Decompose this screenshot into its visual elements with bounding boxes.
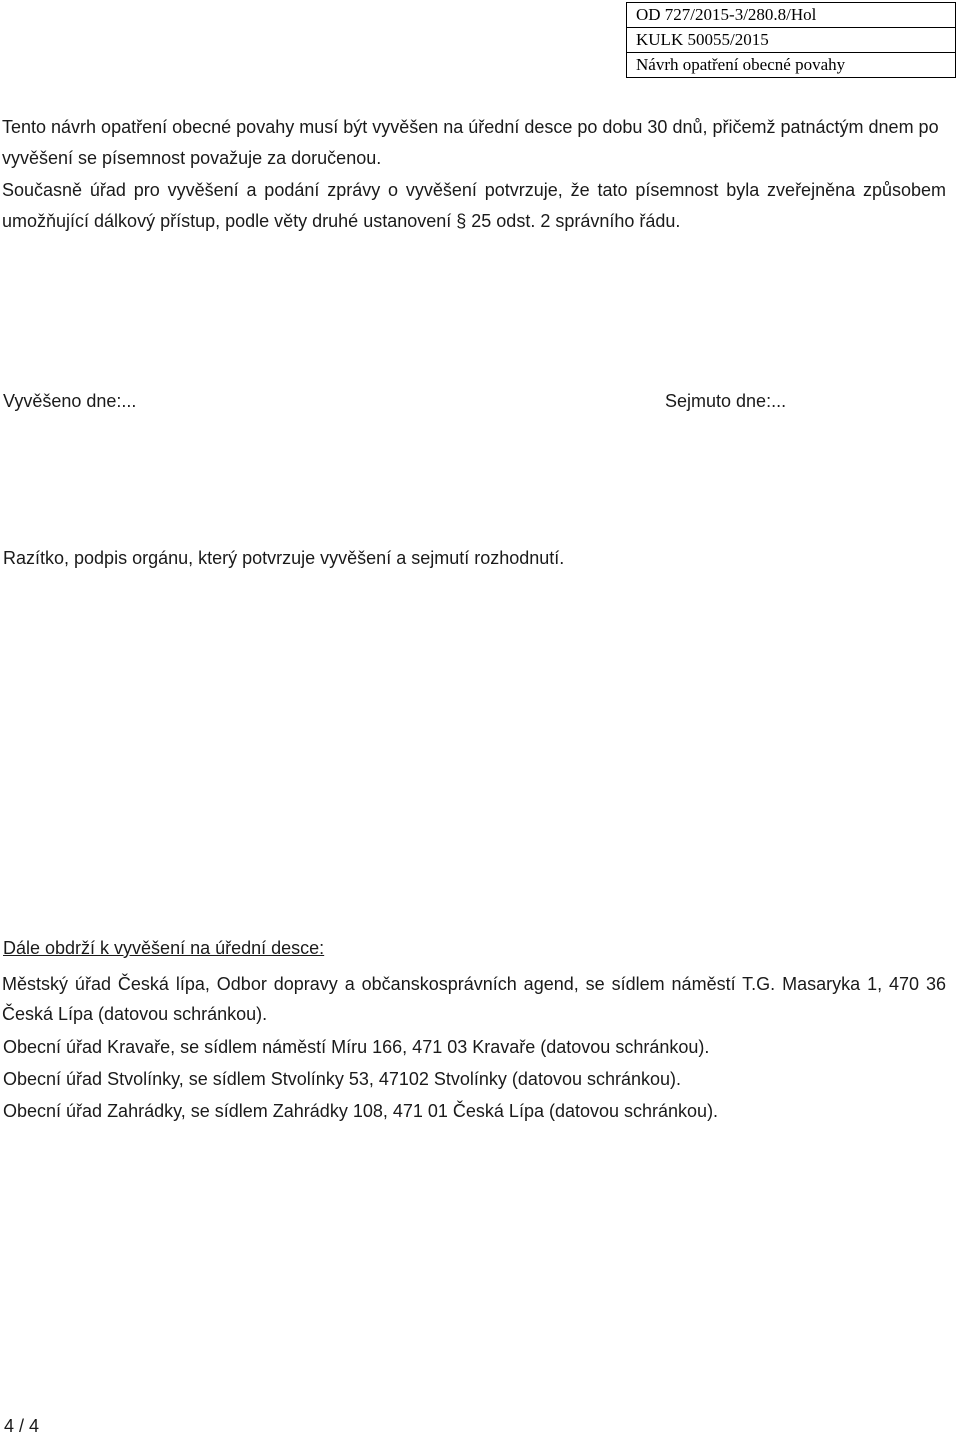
file-number: KULK 50055/2015 [627, 27, 955, 52]
document-type: Návrh opatření obecné povahy [627, 52, 955, 77]
recipient-item: Obecní úřad Stvolínky, se sídlem Stvolínky 53, 47102 Stvolínky (datovou schránkou). [3, 1069, 682, 1089]
removed-date-label: Sejmuto dne:... [665, 391, 787, 411]
posting-notice: Tento návrh opatření obecné povahy musí být vyvěšen na úřední desce po dobu 30 dnů, přičemž patnáctým dnem po vyvěšení se písemnost považuje za doručenou. [2, 117, 939, 168]
posted-date-label: Vyvěšeno dne:... [3, 391, 137, 411]
page-number: 4 / 4 [4, 1416, 40, 1436]
recipient-item: Městský úřad Česká lípa, Odbor dopravy a občanskosprávních agend, se sídlem náměstí T.G. Masaryka 1, 470 36 Česká Lípa (datovou schránkou). [2, 974, 946, 1024]
recipient-item: Obecní úřad Kravaře, se sídlem náměstí Míru 166, 471 03 Kravaře (datovou schránkou). [3, 1037, 710, 1057]
document-header [626, 2, 956, 78]
recipients-heading: Dále obdrží k vyvěšení na úřední desce: [3, 938, 325, 958]
recipient-item: Obecní úřad Zahrádky, se sídlem Zahrádky 108, 471 01 Česká Lípa (datovou schránkou). [3, 1101, 719, 1121]
reference-number: OD 727/2015-3/280.8/Hol [636, 5, 817, 24]
stamp-signature-note: Razítko, podpis orgánu, který potvrzuje vyvěšení a sejmutí rozhodnutí. [3, 548, 565, 568]
posting-confirmation: Současně úřad pro vyvěšení a podání zprávy o vyvěšení potvrzuje, že tato písemnost byla zveřejněna způsobem umožňující dálkový přístup, podle věty druhé ustanovení § 25 odst. 2 správního řádu. [2, 180, 946, 231]
